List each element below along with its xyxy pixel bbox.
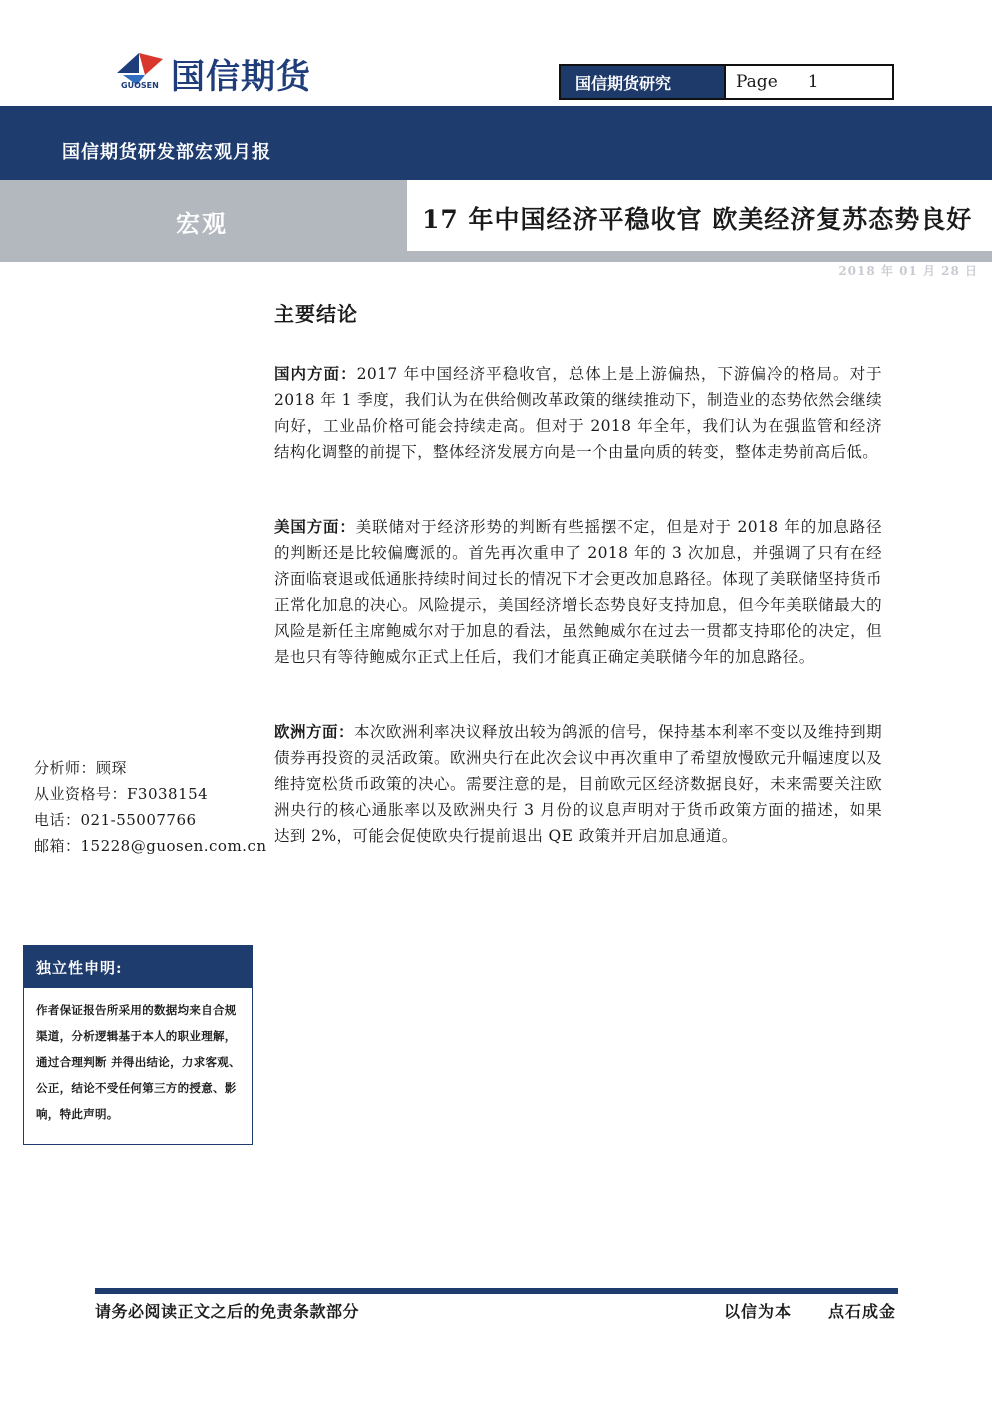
footer-slogan bbox=[724, 1299, 896, 1322]
paragraph-us bbox=[274, 514, 882, 670]
logo-subtext: GUOSEN bbox=[121, 81, 159, 90]
page-number: 1 bbox=[807, 72, 819, 92]
slogan-part-1: 以信为本 bbox=[723, 1302, 792, 1321]
report-title: 17 年中国经济平稳收官 欧美经济复苏态势良好 bbox=[422, 205, 973, 234]
independence-statement bbox=[23, 945, 253, 1145]
page-number-box bbox=[726, 66, 892, 98]
paragraph-lead: 国内方面： bbox=[274, 364, 357, 383]
main-heading: 主要结论 bbox=[274, 302, 358, 326]
report-date: 2018 年 01 月 28 日 bbox=[838, 264, 978, 278]
paragraph-domestic bbox=[274, 361, 882, 465]
analyst-email[interactable]: 邮箱：15228@guosen.com.cn bbox=[34, 837, 267, 855]
paragraph-lead: 美国方面： bbox=[274, 517, 356, 536]
section-label: 宏观 bbox=[176, 209, 228, 238]
analyst-name: 分析师：顾琛 bbox=[34, 759, 128, 777]
research-label: 国信期货研究 bbox=[561, 66, 726, 98]
page-label: Page bbox=[736, 72, 778, 92]
paragraph-text: 2017 年中国经济平稳收官，总体上是上游偏热，下游偏冷的格局。对于 2018 年 1 季度，我们认为在供给侧改革政策的继续推动下，制造业的态势依然会继续向好，工业品价格可能会持续走高。但对于 2018 年全年，我们认为在强监管和经济结构化调整的前提下，整体经济发展方向是一个由量向质的转变，整体走势前高后低。 bbox=[274, 365, 882, 461]
paragraph-lead: 欧洲方面： bbox=[274, 722, 355, 741]
analyst-phone: 电话：021-55007766 bbox=[34, 811, 197, 829]
footer-disclaimer-note: 请务必阅读正文之后的免责条款部分 bbox=[95, 1302, 360, 1321]
paragraph-text: 本次欧洲利率决议释放出较为鸽派的信号，保持基本利率不变以及维持到期债券再投资的灵活政策。欧洲央行在此次会议中再次重申了希望放慢欧元升幅速度以及维持宽松货币政策的决心。需要注意的是，目前欧元区经济数据良好，未来需要关注欧洲央行的核心通胀率以及欧洲央行 3 月份的议息声明对于货币政策方面的描述，如果达到 2%，可能会促使欧央行提前退出 QE 政策并开启加息通道。 bbox=[274, 723, 882, 845]
logo-text: 国信期货 bbox=[171, 57, 311, 97]
statement-body: 作者保证报告所采用的数据均来自合规渠道，分析逻辑基于本人的职业理解，通过合理判断 并得出结论，力求客观、公正，结论不受任何第三方的授意、影响，特此声明。 bbox=[36, 1003, 241, 1121]
footer-divider bbox=[95, 1288, 898, 1294]
page-indicator bbox=[559, 64, 894, 100]
company-logo bbox=[115, 45, 355, 97]
report-series-title: 国信期货研发部宏观月报 bbox=[62, 142, 271, 163]
paragraph-europe bbox=[274, 719, 882, 849]
paragraph-text: 美联储对于经济形势的判断有些摇摆不定，但是对于 2018 年的加息路径的判断还是比较偏鹰派的。首先再次重申了 2018 年的 3 次加息，并强调了只有在经济面临衰退或低通胀持续时间过长的情况下才会更改加息路径。体现了美联储坚持货币正常化加息的决心。风险提示，美国经济增长态势良好支持加息，但今年美联储最大的风险是新任主席鲍威尔对于加息的看法，虽然鲍威尔在过去一贯都支持耶伦的决定，但是也只有等待鲍威尔正式上任后，我们才能真正确定美联储今年的加息路径。 bbox=[274, 518, 882, 666]
statement-title: 独立性申明: bbox=[24, 946, 252, 988]
analyst-info bbox=[34, 755, 267, 859]
slogan-part-2: 点石成金 bbox=[827, 1302, 896, 1321]
analyst-license: 从业资格号：F3038154 bbox=[34, 785, 209, 803]
